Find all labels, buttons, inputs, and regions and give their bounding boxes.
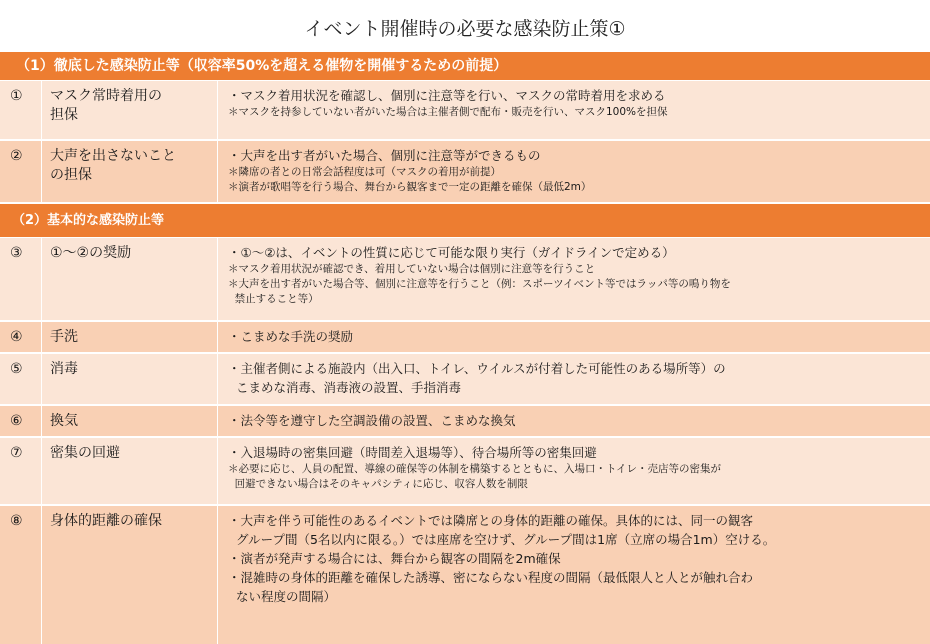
row-number: ② [0, 141, 42, 202]
table-row [0, 406, 930, 438]
table-row [0, 354, 930, 406]
description-note: 回避できない場合はそのキャパシティに応じ、収容人数を制限 [228, 478, 528, 490]
description-line: ・マスク着用状況を確認し、個別に注意等を行い、マスクの常時着用を求める [228, 88, 666, 103]
description-line: ・①～②は、イベントの性質に応じて可能な限り実行（ガイドラインで定める） [228, 245, 675, 260]
description-line: ・演者が発声する場合には、舞台から観客の間隔を2m確保 [228, 551, 561, 566]
row-description [218, 438, 930, 504]
row-item-line: 消毒 [50, 361, 78, 377]
description-line: ・主催者側による施設内（出入口、トイレ、ウイルスが付着した可能性のある場所等）の [228, 361, 726, 376]
description-note: 禁止すること等） [228, 293, 319, 305]
section-header-1: （1）徹底した感染防止等（収容率50%を超える催物を開催するための前提） [0, 52, 930, 81]
row-number: ③ [0, 238, 42, 320]
description-line: ・大声を出す者がいた場合、個別に注意等ができるもの [228, 148, 541, 163]
row-item [42, 506, 218, 644]
row-item-line: 大声を出さないこと [50, 148, 176, 164]
page-title: イベント開催時の必要な感染防止策① [304, 18, 626, 40]
table-row [0, 238, 930, 322]
row-item-line: 担保 [50, 107, 78, 123]
row-item-line: マスク常時着用の [50, 88, 162, 104]
row-number: ④ [0, 322, 42, 352]
row-number: ① [0, 81, 42, 139]
row-description [218, 238, 930, 320]
description-line: ・混雑時の身体的距離を確保した誘導、密にならない程度の間隔（最低限人と人とが触れ合わ [228, 570, 754, 585]
row-item [42, 81, 218, 139]
table-row [0, 322, 930, 354]
row-item-line: 身体的距離の確保 [50, 513, 162, 529]
table-row [0, 438, 930, 506]
row-description [218, 81, 930, 139]
row-item-line: 換気 [50, 413, 78, 429]
row-number: ⑧ [0, 506, 42, 644]
description-line: ・こまめな手洗の奨励 [228, 329, 354, 344]
row-number: ⑦ [0, 438, 42, 504]
row-description [218, 406, 930, 436]
row-description [218, 322, 930, 352]
description-line: ない程度の間隔） [228, 589, 336, 604]
description-note: ＊大声を出す者がいた場合等、個別に注意等を行うこと（例：スポーツイベント等ではラッパ等の鳴り物を [228, 278, 731, 290]
description-note: ＊演者が歌唱等を行う場合、舞台から観客まで一定の距離を確保（最低2m） [228, 181, 592, 193]
row-item-line: 手洗 [50, 329, 78, 345]
row-item [42, 322, 218, 352]
row-item-line: 密集の回避 [50, 445, 120, 461]
row-item-line: の担保 [50, 167, 92, 183]
description-line: ・法令等を遵守した空調設備の設置、こまめな換気 [228, 413, 516, 428]
row-description [218, 141, 930, 202]
description-line: ・大声を伴う可能性のあるイベントでは隣席との身体的距離の確保。具体的には、同一の観客 [228, 513, 754, 528]
row-item-line: ①～②の奨励 [50, 245, 132, 261]
row-number: ⑥ [0, 406, 42, 436]
row-item [42, 438, 218, 504]
description-line: ・入退場時の密集回避（時間差入退場等）、待合場所等の密集回避 [228, 445, 597, 460]
row-item [42, 141, 218, 202]
row-item [42, 406, 218, 436]
description-note: ＊マスク着用状況が確認でき、着用していない場合は個別に注意等を行うこと [228, 263, 596, 275]
row-description [218, 354, 930, 404]
description-note: ＊必要に応じ、人員の配置、導線の確保等の体制を構築するとともに、入場口・トイレ・売店等の密集が [228, 463, 721, 475]
description-note: ＊マスクを持参していない者がいた場合は主催者側で配布・販売を行い、マスク100%を担保 [228, 106, 668, 118]
row-description [218, 506, 930, 644]
table-row [0, 506, 930, 644]
table-row [0, 141, 930, 204]
section-header-2: （2）基本的な感染防止等 [0, 204, 930, 238]
description-line: グループ間（5名以内に限る。）では座席を空けず、グループ間は1席（立席の場合1m）空ける。 [228, 532, 776, 547]
description-note: ＊隣席の者との日常会話程度は可（マスクの着用が前提） [228, 166, 501, 178]
row-item [42, 238, 218, 320]
row-number: ⑤ [0, 354, 42, 404]
row-item [42, 354, 218, 404]
description-line: こまめな消毒、消毒液の設置、手指消毒 [228, 380, 461, 395]
table-row [0, 81, 930, 141]
